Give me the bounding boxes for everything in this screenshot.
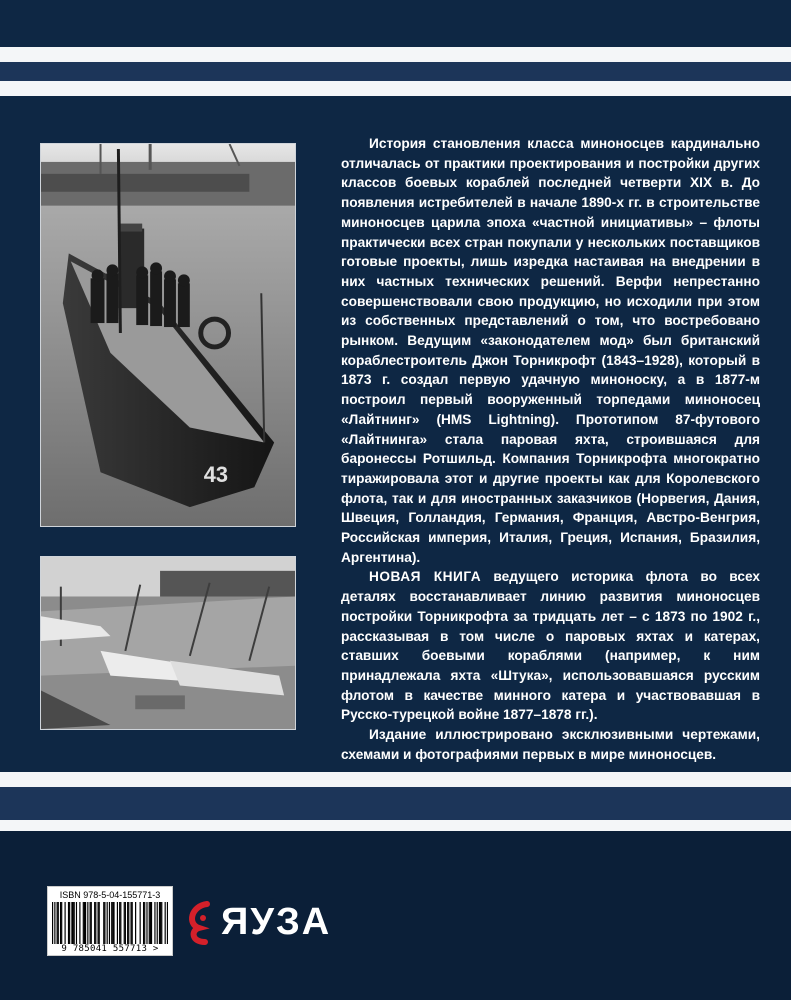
isbn-barcode: [47, 886, 173, 956]
barcode-bar: [124, 902, 125, 944]
barcode-bar: [127, 902, 128, 944]
isbn-label: ISBN 978-5-04-155771-3: [59, 890, 161, 900]
barcode-bar: [71, 902, 72, 944]
top-navy-stripe: [0, 62, 791, 81]
shipyard-photo: [40, 556, 296, 730]
barcode-bar: [74, 902, 75, 944]
barcode-bar: [154, 902, 155, 944]
barcode-bar: [125, 902, 126, 944]
publisher-wordmark: ЯУЗА: [221, 901, 332, 943]
barcode-bar: [167, 902, 168, 944]
barcode-bar: [144, 902, 145, 944]
ean-digits: 9 785041 557713 >: [61, 944, 159, 954]
barcode-bar: [83, 902, 84, 944]
barcode-bar: [120, 902, 121, 944]
paragraph-illustrations: Издание иллюстрировано эксклюзивными чертежами, схемами и фотографиями первых в мире миноносцев.: [341, 727, 760, 762]
svg-text:43: 43: [203, 462, 228, 488]
barcode-bar: [151, 902, 152, 944]
lead-phrase: НОВАЯ КНИГА: [369, 569, 482, 585]
barcode-bar: [103, 902, 104, 944]
barcode-bar: [140, 902, 141, 944]
barcode-bar: [85, 902, 86, 944]
barcode-bar: [146, 902, 147, 944]
barcode-bar: [97, 902, 98, 944]
barcode-bar: [72, 902, 73, 944]
barcode-bar: [150, 902, 151, 944]
barcode-bar: [60, 902, 61, 944]
barcode-bar: [61, 902, 62, 944]
barcode-bar: [143, 902, 144, 944]
barcode-bar: [119, 902, 120, 944]
barcode-bar: [107, 902, 108, 944]
barcode-bar: [160, 902, 161, 944]
barcode-bar: [94, 902, 95, 944]
barcode-bar: [104, 902, 105, 944]
barcode-bar: [58, 902, 59, 944]
bottom-white-stripe-lower: [0, 820, 791, 831]
paragraph-history: История становления класса миноносцев кардинально отличалась от практики проектирования и постройки других классов боевых кораблей последней четверти XIX в. До появления истребителей в начале 1890-х гг. в строительстве миноносцев царила эпоха «частной инициативы» – флоты практически всех стран покупали у нескольких поставщиков готовые проекты, лишь изредка настаивая на внедрении в них частных технических решений. Верфи непрестанно совершенствовали свою продукцию, но исходили при этом из собственных представлений о том, что востребовано рынком. Ведущим «законодателем мод» был британский кораблестроитель Джон Торникрофт (1843–1928), который в 1873 г. создал первую удачную миноноску, а в 1877-м построил первый вооруженный торпедами миноносец «Лайтнинг» (HMS Lightning). Прототипом 87-футового «Лайтнинга» стала паровая яхта, строившаяся для баронессы Ротшильд. Компания Торникрофта многократно тиражировала этот и другие проекты как для Королевского флота, так и для иностранных заказчиков (Норвегия, Дания, Швеция, Голландия, Германия, Франция, Австро-Венгрия, Российская империя, Италия, Греция, Испания, Бразилия, Аргентина).: [341, 136, 760, 565]
barcode-bar: [157, 902, 158, 944]
barcode-bar: [57, 902, 58, 944]
barcode-bar: [109, 902, 110, 944]
barcode-bar: [54, 902, 55, 944]
paragraph-new-book-body: флота во всех деталях восстанавливает линию развития миноносцев постройки Торникрофта за тридцать лет – с 1873 по 1902 г., рассказывая в том числе о паровых яхтах и катерах, ставших боевыми кораблями (например, к ним принадлежала яхта «Штука», использовавшаяся русским флотом в качестве минного катера и участвовавшая в Русско-турецкой войне 1877–1878 гг.).: [341, 569, 760, 723]
bottom-white-stripe: [0, 772, 791, 787]
paragraph-new-book: [341, 567, 760, 725]
barcode-bar: [95, 902, 96, 944]
barcode-bar: [76, 902, 77, 944]
barcode-bar: [111, 902, 112, 944]
barcode-bar: [79, 902, 80, 944]
barcode-bar: [84, 902, 85, 944]
barcode-bar: [87, 902, 88, 944]
top-white-stripe: [0, 47, 791, 62]
barcode-bar: [91, 902, 92, 944]
barcode-bar: [117, 902, 118, 944]
yauza-publisher-logo: [185, 896, 332, 948]
barcode-bar: [99, 902, 100, 944]
back-cover-text: [341, 134, 760, 765]
barcode-bar: [130, 902, 131, 944]
barcode-bar: [165, 902, 166, 944]
barcode-bar: [161, 902, 162, 944]
top-white-stripe-lower: [0, 81, 791, 96]
shipyard-photo-illustration: [41, 557, 295, 729]
barcode-bar: [132, 902, 133, 944]
barcode-bar: [159, 902, 160, 944]
torpedo-boat-photo-illustration: [41, 144, 295, 526]
barcode-bars: [52, 902, 168, 944]
barcode-bar: [52, 902, 53, 944]
lead-rest: ведущего историка: [481, 569, 634, 585]
bottom-navy-stripe: [0, 787, 791, 820]
barcode-bar: [128, 902, 129, 944]
barcode-bar: [65, 902, 66, 944]
torpedo-boat-43-photo: [40, 143, 296, 527]
barcode-bar: [149, 902, 150, 944]
barcode-bar: [112, 902, 113, 944]
barcode-bar: [90, 902, 91, 944]
barcode-bar: [69, 902, 70, 944]
barcode-bar: [135, 902, 136, 944]
publisher-emblem-icon: [185, 898, 215, 946]
barcode-bar: [68, 902, 69, 944]
barcode-bar: [113, 902, 114, 944]
